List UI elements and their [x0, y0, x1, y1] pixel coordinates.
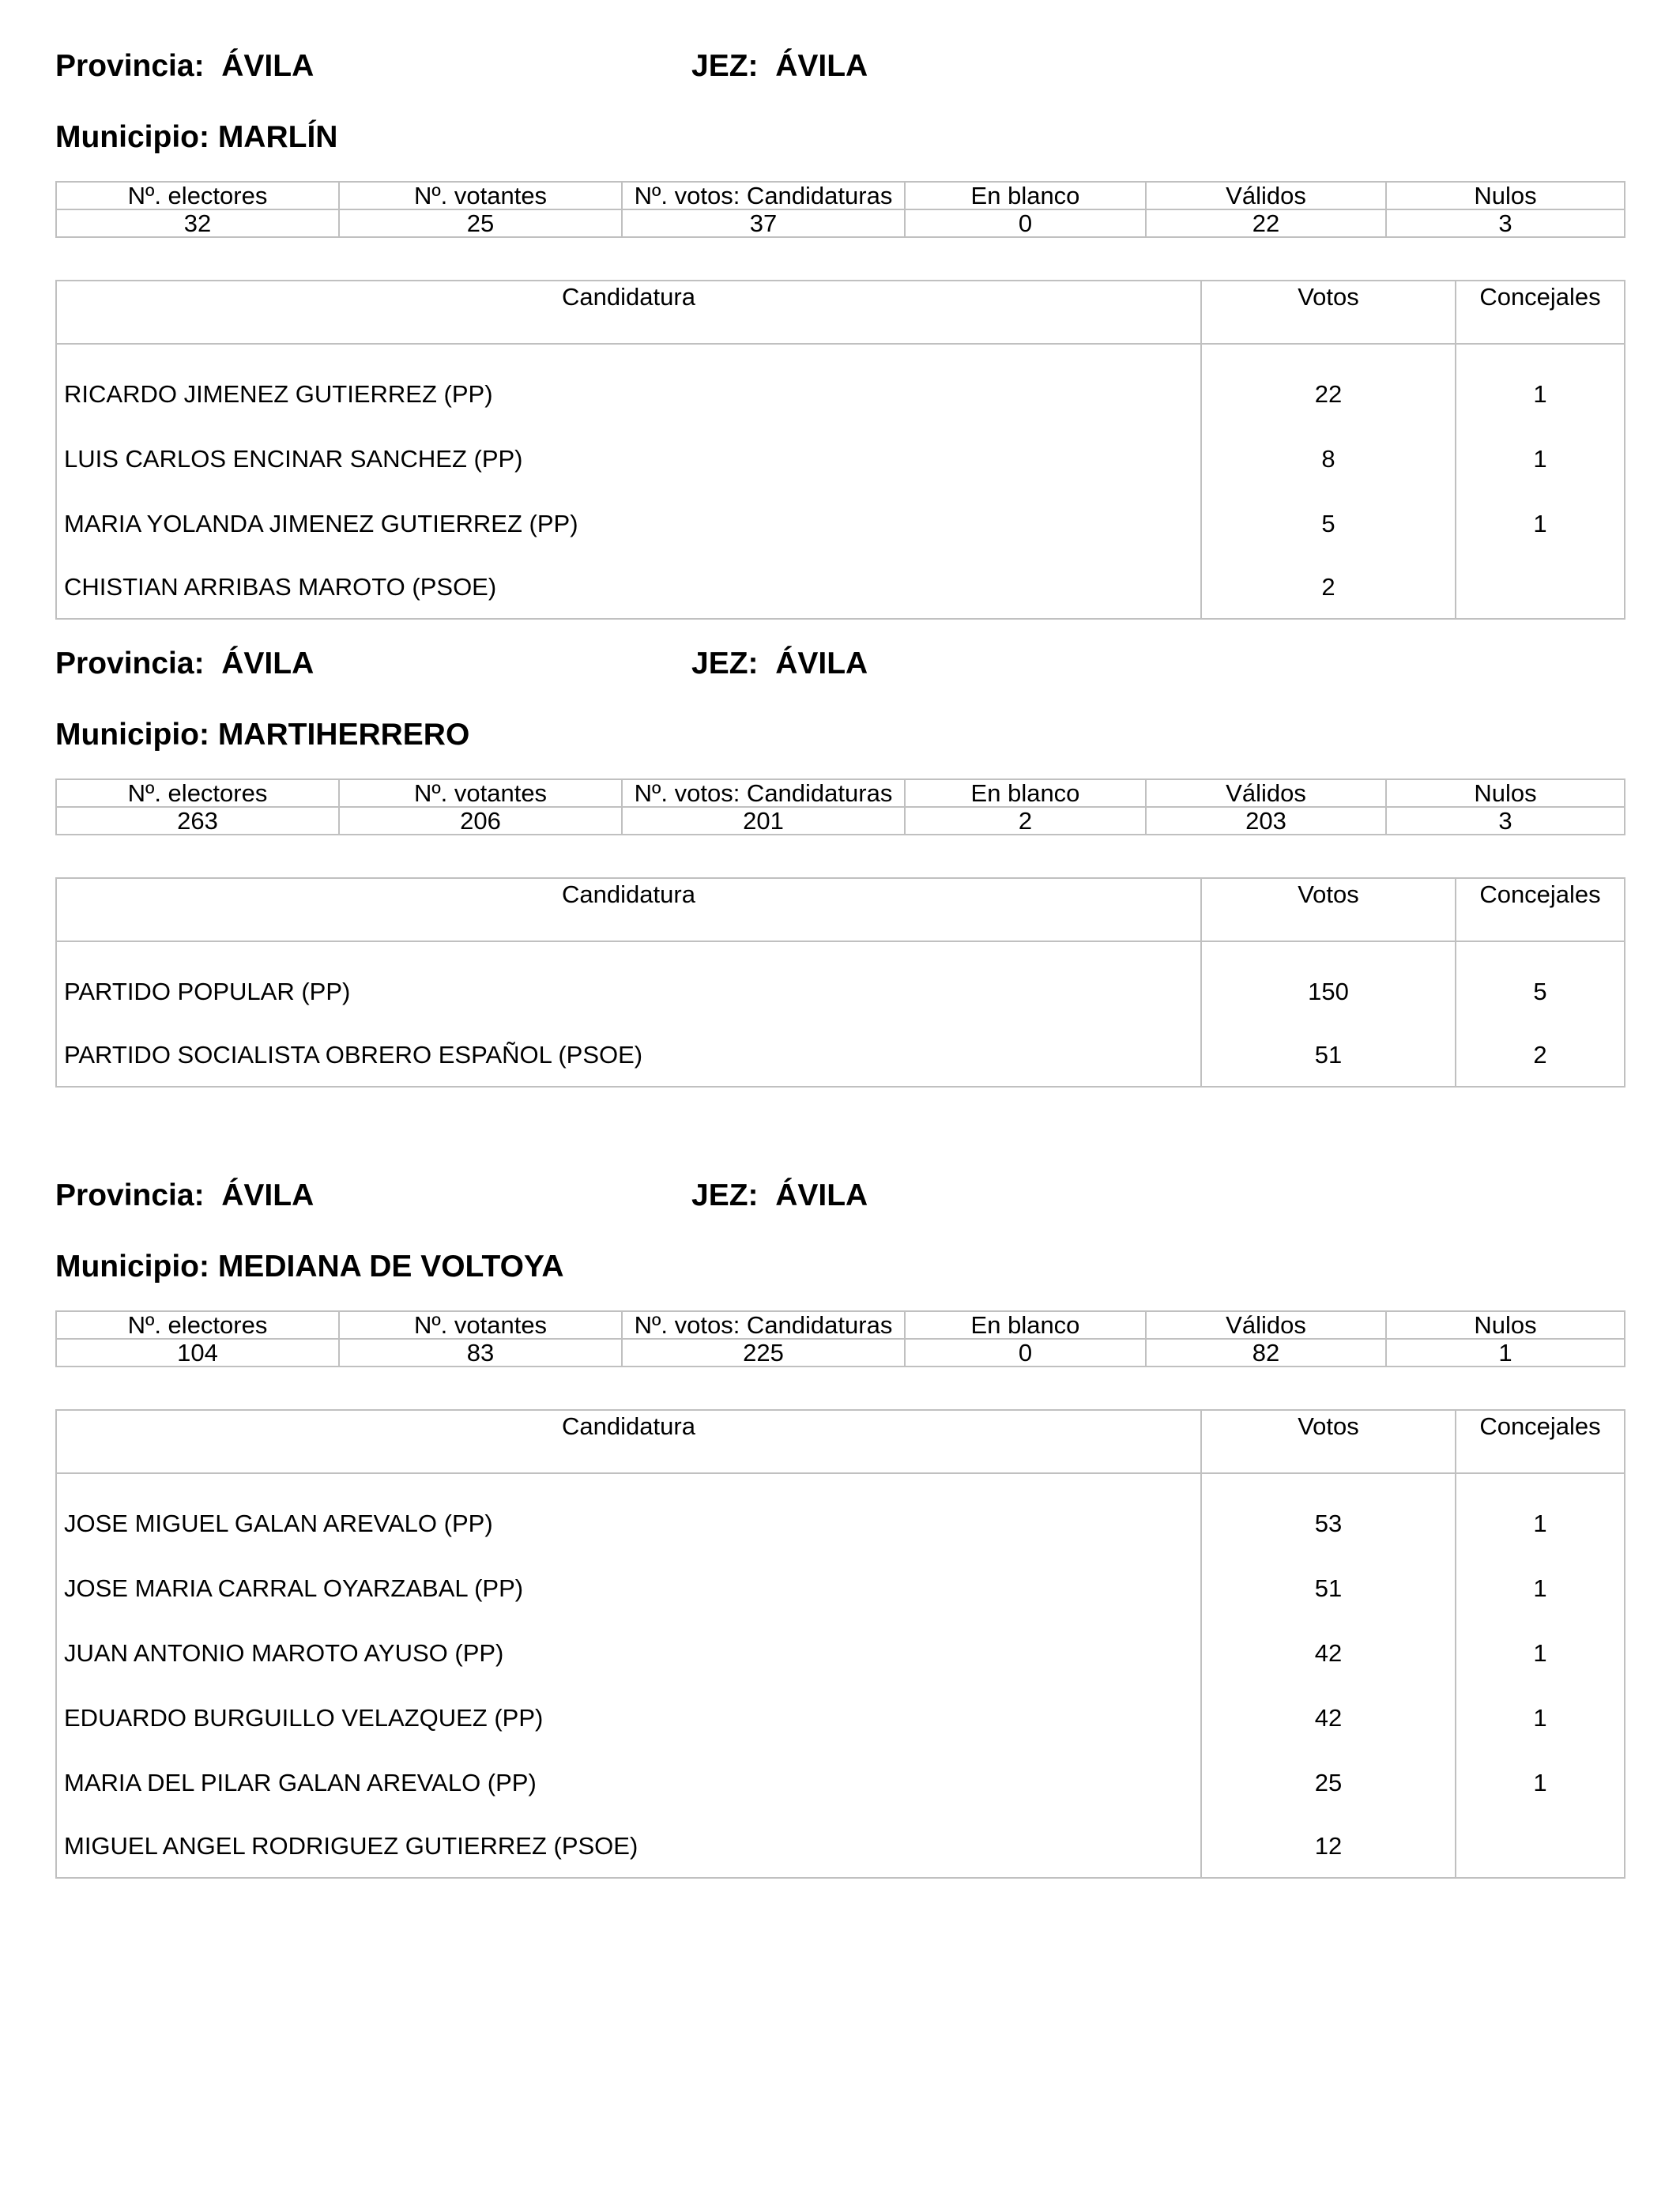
candidate-seats: 1: [1456, 1751, 1625, 1815]
summary-value: 83: [339, 1339, 622, 1367]
candidate-votes: 53: [1201, 1473, 1456, 1556]
candidatura-header: Candidatura: [56, 878, 1201, 941]
jez-heading: JEZ: ÁVILA: [691, 49, 868, 83]
candidates-table: [55, 877, 1625, 1088]
jez-heading: JEZ: ÁVILA: [691, 647, 868, 680]
candidate-name: MARIA YOLANDA JIMENEZ GUTIERREZ (PP): [56, 492, 1201, 556]
candidate-votes: 51: [1201, 1556, 1456, 1621]
candidate-name: RICARDO JIMENEZ GUTIERREZ (PP): [56, 344, 1201, 427]
summary-header: En blanco: [905, 1311, 1146, 1339]
concejales-header: Concejales: [1456, 1410, 1625, 1473]
candidates-header-row: [56, 1410, 1625, 1473]
candidate-name: JOSE MARIA CARRAL OYARZABAL (PP): [56, 1556, 1201, 1621]
summary-header: Válidos: [1146, 779, 1386, 807]
summary-value: 22: [1146, 209, 1386, 237]
candidate-name: JOSE MIGUEL GALAN AREVALO (PP): [56, 1473, 1201, 1556]
candidate-seats: 1: [1456, 492, 1625, 556]
candidate-name: LUIS CARLOS ENCINAR SANCHEZ (PP): [56, 427, 1201, 492]
candidate-name: PARTIDO POPULAR (PP): [56, 941, 1201, 1024]
summary-value-row: [56, 209, 1625, 237]
candidate-seats: [1456, 556, 1625, 619]
candidates-table: [55, 280, 1625, 620]
candidates-header-row: [56, 878, 1625, 941]
summary-header: Nº. votos: Candidaturas: [622, 182, 905, 209]
candidatura-header: Candidatura: [56, 1410, 1201, 1473]
candidate-name: JUAN ANTONIO MAROTO AYUSO (PP): [56, 1621, 1201, 1686]
summary-header-row: [56, 1311, 1625, 1339]
candidate-name: EDUARDO BURGUILLO VELAZQUEZ (PP): [56, 1686, 1201, 1751]
summary-header-row: [56, 779, 1625, 807]
candidate-row: [56, 1686, 1625, 1751]
candidate-row: [56, 427, 1625, 492]
summary-value: 1: [1386, 1339, 1625, 1367]
summary-header: Nº. votantes: [339, 1311, 622, 1339]
municipio-heading: Municipio: MARTIHERRERO: [55, 718, 470, 752]
candidate-votes: 51: [1201, 1024, 1456, 1087]
summary-value: 206: [339, 807, 622, 835]
provincia-heading: Provincia: ÁVILA: [55, 647, 315, 680]
summary-header: Nº. electores: [56, 182, 339, 209]
summary-value: 2: [905, 807, 1146, 835]
candidate-votes: 12: [1201, 1815, 1456, 1878]
candidate-seats: [1456, 1815, 1625, 1878]
candidate-seats: 1: [1456, 1621, 1625, 1686]
candidate-seats: 1: [1456, 1473, 1625, 1556]
candidate-row: [56, 556, 1625, 619]
candidate-row: [56, 1473, 1625, 1556]
summary-table: [55, 778, 1625, 835]
candidate-votes: 22: [1201, 344, 1456, 427]
summary-value: 3: [1386, 807, 1625, 835]
summary-header: Nº. votos: Candidaturas: [622, 1311, 905, 1339]
summary-header: Nº. votantes: [339, 182, 622, 209]
summary-header: Nº. votantes: [339, 779, 622, 807]
votos-header: Votos: [1201, 878, 1456, 941]
summary-value: 0: [905, 1339, 1146, 1367]
summary-header: Nº. electores: [56, 1311, 339, 1339]
candidate-row: [56, 1815, 1625, 1878]
candidate-votes: 42: [1201, 1686, 1456, 1751]
candidate-name: CHISTIAN ARRIBAS MAROTO (PSOE): [56, 556, 1201, 619]
candidatura-header: Candidatura: [56, 281, 1201, 344]
candidate-votes: 42: [1201, 1621, 1456, 1686]
candidate-votes: 8: [1201, 427, 1456, 492]
summary-value: 263: [56, 807, 339, 835]
summary-table: [55, 1310, 1625, 1367]
candidate-row: [56, 1024, 1625, 1087]
provincia-heading: Provincia: ÁVILA: [55, 49, 315, 83]
summary-value: 201: [622, 807, 905, 835]
candidate-seats: 1: [1456, 1556, 1625, 1621]
summary-header: Válidos: [1146, 1311, 1386, 1339]
candidate-row: [56, 1556, 1625, 1621]
summary-value-row: [56, 807, 1625, 835]
summary-value: 225: [622, 1339, 905, 1367]
candidate-seats: 5: [1456, 941, 1625, 1024]
candidate-votes: 25: [1201, 1751, 1456, 1815]
summary-header: Nulos: [1386, 182, 1625, 209]
summary-header: Válidos: [1146, 182, 1386, 209]
provincia-heading: Provincia: ÁVILA: [55, 1178, 315, 1212]
candidate-seats: 1: [1456, 427, 1625, 492]
jez-heading: JEZ: ÁVILA: [691, 1178, 868, 1212]
summary-value: 3: [1386, 209, 1625, 237]
summary-header: Nulos: [1386, 779, 1625, 807]
candidate-name: MARIA DEL PILAR GALAN AREVALO (PP): [56, 1751, 1201, 1815]
candidate-row: [56, 1751, 1625, 1815]
summary-header: En blanco: [905, 779, 1146, 807]
candidates-header-row: [56, 281, 1625, 344]
candidate-row: [56, 941, 1625, 1024]
summary-value: 203: [1146, 807, 1386, 835]
summary-value: 82: [1146, 1339, 1386, 1367]
candidate-votes: 150: [1201, 941, 1456, 1024]
candidate-votes: 5: [1201, 492, 1456, 556]
summary-value: 0: [905, 209, 1146, 237]
candidate-seats: 2: [1456, 1024, 1625, 1087]
concejales-header: Concejales: [1456, 281, 1625, 344]
summary-header: Nº. electores: [56, 779, 339, 807]
candidate-votes: 2: [1201, 556, 1456, 619]
summary-table: [55, 181, 1625, 238]
candidate-row: [56, 344, 1625, 427]
votos-header: Votos: [1201, 1410, 1456, 1473]
summary-value: 32: [56, 209, 339, 237]
votos-header: Votos: [1201, 281, 1456, 344]
candidate-seats: 1: [1456, 344, 1625, 427]
candidate-name: PARTIDO SOCIALISTA OBRERO ESPAÑOL (PSOE): [56, 1024, 1201, 1087]
municipio-heading: Municipio: MARLÍN: [55, 120, 338, 154]
candidate-row: [56, 492, 1625, 556]
summary-value: 25: [339, 209, 622, 237]
summary-value: 104: [56, 1339, 339, 1367]
summary-value-row: [56, 1339, 1625, 1367]
concejales-header: Concejales: [1456, 878, 1625, 941]
summary-header: En blanco: [905, 182, 1146, 209]
candidate-name: MIGUEL ANGEL RODRIGUEZ GUTIERREZ (PSOE): [56, 1815, 1201, 1878]
candidates-table: [55, 1409, 1625, 1879]
candidate-row: [56, 1621, 1625, 1686]
summary-value: 37: [622, 209, 905, 237]
municipio-heading: Municipio: MEDIANA DE VOLTOYA: [55, 1250, 564, 1284]
candidate-seats: 1: [1456, 1686, 1625, 1751]
summary-header: Nº. votos: Candidaturas: [622, 779, 905, 807]
summary-header: Nulos: [1386, 1311, 1625, 1339]
summary-header-row: [56, 182, 1625, 209]
